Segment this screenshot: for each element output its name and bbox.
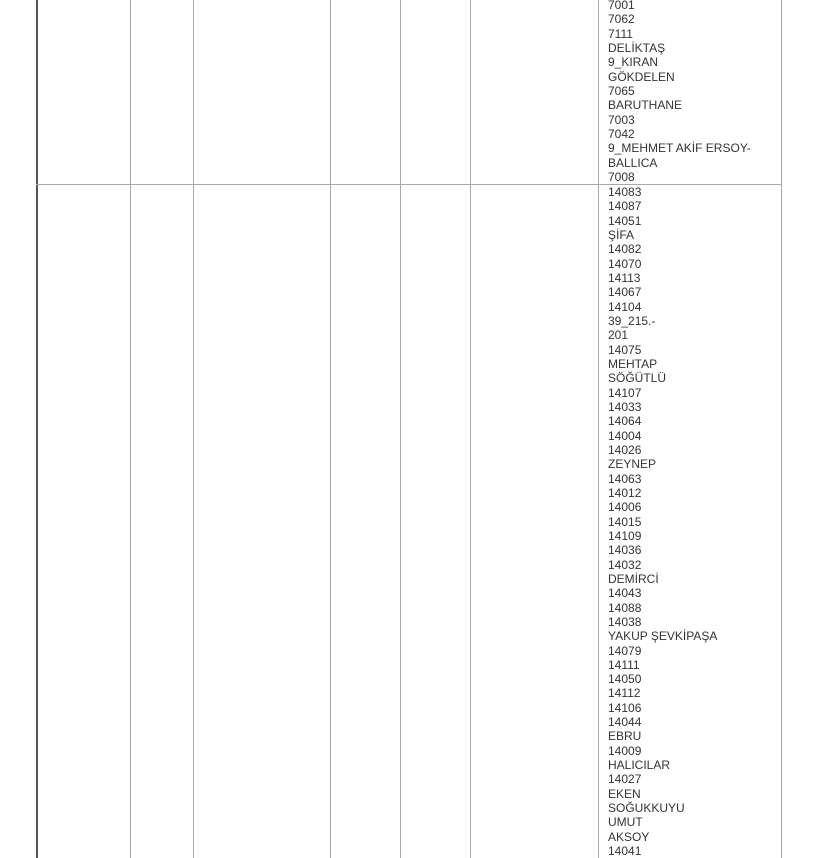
list-item: BARUTHANE [608,98,683,113]
list-item: 9_KIRAN [608,55,659,70]
list-item: 14111 [608,657,640,672]
list-item: 14109 [608,528,642,543]
list-item: 14015 [608,514,642,529]
list-item: 14075 [608,342,642,357]
list-item: 14038 [608,614,642,629]
list-item: 14082 [608,242,642,257]
list-item: 7003 [608,112,635,127]
list-item: 14036 [608,543,642,558]
table-border-right [781,0,782,858]
list-item: MEHTAP [608,356,658,371]
list-item: 14004 [608,428,642,443]
list-item: 14027 [608,772,642,787]
list-item: 7042 [608,126,635,141]
list-item: HALICILAR [608,758,671,773]
list-item: 14026 [608,442,642,457]
list-item: SOĞUKKUYU [608,801,685,816]
list-item: 14009 [608,743,642,758]
list-item: 7008 [608,169,635,184]
list-item: 14104 [608,299,642,314]
list-item: 14079 [608,643,642,658]
table-row [608,185,717,858]
list-item: 39_215.- [608,313,656,328]
list-item: 14107 [608,385,642,400]
list-item: 14064 [608,414,642,429]
table-border-left [36,0,38,858]
column-divider [330,0,331,858]
list-item: 7062 [608,12,635,27]
list-item: GÖKDELEN [608,69,675,84]
table-row [608,0,751,184]
list-item: 14043 [608,586,642,601]
list-item: 14063 [608,471,642,486]
list-item: ŞİFA [608,227,635,242]
list-item: 9_MEHMET AKİF ERSOY- [608,141,751,156]
list-item: 14067 [608,285,642,300]
list-item: EKEN [608,786,641,801]
list-item: DELİKTAŞ [608,40,666,55]
list-item: 14083 [608,185,642,199]
list-item: AKSOY [608,829,650,844]
list-item: 7111 [608,26,633,41]
list-item: 14051 [608,213,642,228]
list-item: 14050 [608,672,642,687]
list-item: 14112 [608,686,641,701]
column-divider [130,0,131,858]
list-item: 14032 [608,557,642,572]
column-divider [193,0,194,858]
column-divider [598,0,599,858]
list-item: 14106 [608,700,642,715]
list-item: 14070 [608,256,642,271]
list-item: BALLICA [608,155,658,170]
list-item: 14006 [608,500,642,515]
list-item: YAKUP ŞEVKİPAŞA [608,629,718,644]
list-item: 14088 [608,600,642,615]
column-divider [400,0,401,858]
list-item: 14041 [608,844,642,858]
list-item: 14033 [608,399,642,414]
list-item: 7001 [608,0,635,12]
list-item: DEMİRCİ [608,571,659,586]
list-item: EBRU [608,729,642,744]
list-item: 14087 [608,199,642,214]
column-divider [470,0,471,858]
list-item: 14012 [608,485,642,500]
list-item: 14113 [608,270,641,285]
list-item: SÖĞÜTLÜ [608,371,667,386]
list-item: 14044 [608,715,642,730]
list-item: ZEYNEP [608,457,657,472]
list-item: 201 [608,328,629,343]
list-item: 7065 [608,83,635,98]
list-item: UMUT [608,815,643,830]
